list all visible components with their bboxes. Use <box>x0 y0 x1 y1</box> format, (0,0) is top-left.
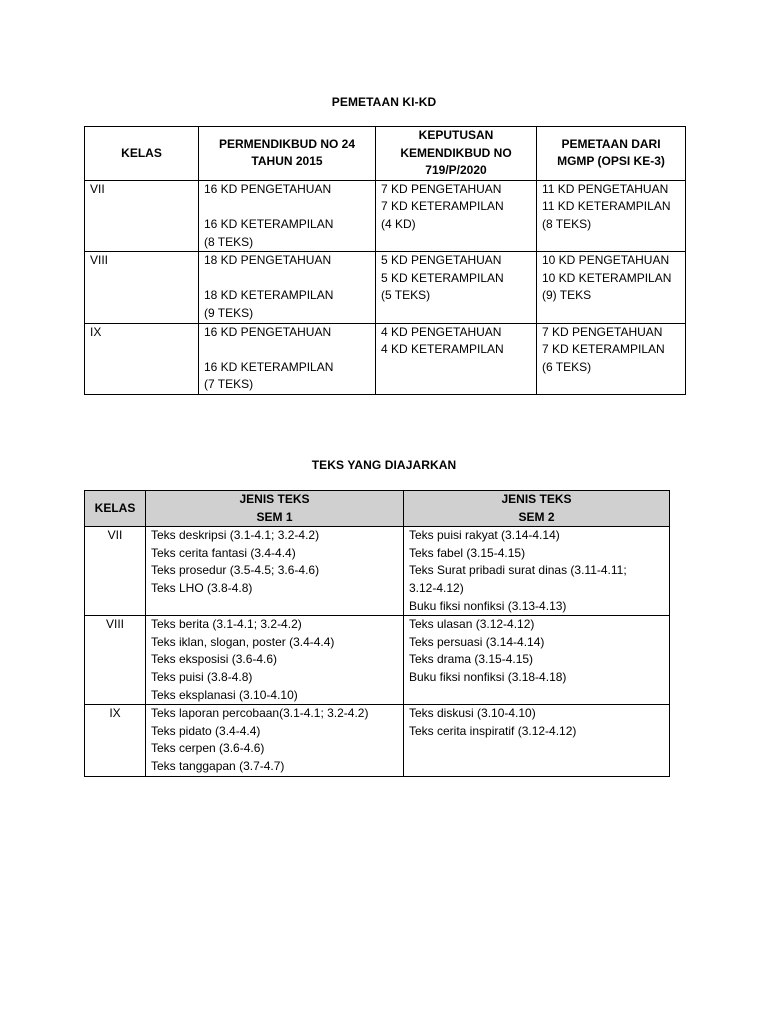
cell-line: (8 TEKS) <box>542 216 592 231</box>
cell-line: 3.12-4.12) <box>409 580 464 595</box>
cell-line: Teks iklan, slogan, poster (3.4-4.4) <box>151 634 335 649</box>
cell-keputusan <box>376 323 537 394</box>
cell-line: Teks cerita fantasi (3.4-4.4) <box>151 545 296 560</box>
cell-line: 4 KD PENGETAHUAN <box>381 324 502 339</box>
teks-header-row <box>85 491 670 527</box>
cell-line: 11 KD KETERAMPILAN <box>542 199 671 214</box>
cell-line: Teks Surat pribadi surat dinas (3.11-4.11; <box>409 563 627 578</box>
table-row <box>85 180 686 251</box>
cell-line: 16 KD PENGETAHUAN <box>204 181 332 196</box>
header-sem1-line: JENIS TEKS <box>239 492 310 506</box>
table-row <box>85 527 670 616</box>
cell-line: Teks drama (3.15-4.15) <box>409 652 534 667</box>
cell-line: Teks eksplanasi (3.10-4.10) <box>151 687 298 702</box>
cell-line: Teks pidato (3.4-4.4) <box>151 723 261 738</box>
cell-keputusan <box>376 180 537 251</box>
table-row <box>85 252 686 323</box>
cell-sem2 <box>404 616 670 705</box>
cell-line: 11 KD PENGETAHUAN <box>542 181 669 196</box>
cell-line: (8 TEKS) <box>204 234 254 249</box>
title-pemetaan-ki-kd: PEMETAAN KI-KD <box>331 95 437 109</box>
cell-line: Teks deskripsi (3.1-4.1; 3.2-4.2) <box>151 528 320 543</box>
pemetaan-header-row <box>85 127 686 181</box>
cell-line: Teks cerpen (3.6-4.6) <box>151 741 265 756</box>
cell-line: Teks persuasi (3.14-4.14) <box>409 634 545 649</box>
cell-permendikbud <box>199 323 376 394</box>
cell-line: 7 KD PENGETAHUAN <box>381 181 502 196</box>
cell-sem2 <box>404 527 670 616</box>
cell-line: 10 KD KETERAMPILAN <box>542 270 672 285</box>
cell-line: Teks prosedur (3.5-4.5; 3.6-4.6) <box>151 563 320 578</box>
title-teks-yang-diajarkan: TEKS YANG DIAJARKAN <box>311 458 457 472</box>
cell-keputusan <box>376 252 537 323</box>
cell-line: 7 KD KETERAMPILAN <box>542 342 665 357</box>
pemetaan-table <box>84 126 686 395</box>
cell-sem1 <box>146 616 404 705</box>
cell-line: 10 KD PENGETAHUAN <box>542 253 670 268</box>
cell-kelas: VIII <box>85 616 146 705</box>
cell-line: (5 TEKS) <box>381 288 431 303</box>
cell-line: (9) TEKS <box>542 288 592 303</box>
cell-line: Teks diskusi (3.10-4.10) <box>409 706 536 721</box>
cell-kelas: VII <box>85 180 199 251</box>
header-sem1 <box>146 491 404 527</box>
cell-permendikbud <box>199 252 376 323</box>
header-keputusan: KEPUTUSAN KEMENDIKBUD NO 719/P/2020 <box>376 127 537 181</box>
cell-mgmp <box>537 323 686 394</box>
header-sem2-line: SEM 2 <box>518 509 555 524</box>
header-sem1-line: SEM 1 <box>256 509 293 524</box>
cell-line: (7 TEKS) <box>204 377 254 392</box>
cell-line: Teks ulasan (3.12-4.12) <box>409 617 535 632</box>
cell-mgmp <box>537 180 686 251</box>
cell-sem2 <box>404 705 670 776</box>
table-row <box>85 705 670 776</box>
cell-line: 5 KD KETERAMPILAN <box>381 270 504 285</box>
cell-line: Buku fiksi nonfiksi (3.18-4.18) <box>409 669 567 684</box>
header-permendikbud: PERMENDIKBUD NO 24 TAHUN 2015 <box>199 127 376 181</box>
cell-line: 18 KD KETERAMPILAN <box>204 288 334 303</box>
cell-line: 16 KD KETERAMPILAN <box>204 216 334 231</box>
cell-line: 16 KD PENGETAHUAN <box>204 324 332 339</box>
cell-line: Teks tanggapan (3.7-4.7) <box>151 758 285 773</box>
cell-kelas: IX <box>85 705 146 776</box>
cell-line: Teks puisi rakyat (3.14-4.14) <box>409 528 560 543</box>
cell-line: 7 KD KETERAMPILAN <box>381 199 504 214</box>
cell-sem1 <box>146 527 404 616</box>
cell-line: 7 KD PENGETAHUAN <box>542 324 663 339</box>
cell-line: Teks eksposisi (3.6-4.6) <box>151 652 278 667</box>
cell-line: Teks LHO (3.8-4.8) <box>151 580 253 595</box>
header-mgmp: PEMETAAN DARI MGMP (OPSI KE-3) <box>537 127 686 181</box>
header-kelas: KELAS <box>85 127 199 181</box>
header-sem2-line: JENIS TEKS <box>501 492 572 506</box>
teks-table <box>84 490 670 777</box>
cell-line: Teks puisi (3.8-4.8) <box>151 669 253 684</box>
cell-line: Teks fabel (3.15-4.15) <box>409 545 526 560</box>
cell-mgmp <box>537 252 686 323</box>
cell-kelas: IX <box>85 323 199 394</box>
cell-line: 16 KD KETERAMPILAN <box>204 359 334 374</box>
header-sem2 <box>404 491 670 527</box>
cell-line: 18 KD PENGETAHUAN <box>204 253 332 268</box>
cell-line: (6 TEKS) <box>542 359 592 374</box>
cell-line: Teks berita (3.1-4.1; 3.2-4.2) <box>151 617 302 632</box>
cell-sem1 <box>146 705 404 776</box>
cell-line: 4 KD KETERAMPILAN <box>381 342 504 357</box>
cell-line: (9 TEKS) <box>204 305 254 320</box>
cell-line: 5 KD PENGETAHUAN <box>381 253 502 268</box>
cell-kelas: VIII <box>85 252 199 323</box>
cell-line: Teks laporan percobaan(3.1-4.1; 3.2-4.2) <box>151 706 369 721</box>
cell-kelas: VII <box>85 527 146 616</box>
table-row <box>85 616 670 705</box>
cell-line: Buku fiksi nonfiksi (3.13-4.13) <box>409 598 567 613</box>
cell-permendikbud <box>199 180 376 251</box>
cell-line: (4 KD) <box>381 216 416 231</box>
cell-line: Teks cerita inspiratif (3.12-4.12) <box>409 723 577 738</box>
header-kelas: KELAS <box>85 491 146 527</box>
table-row <box>85 323 686 394</box>
